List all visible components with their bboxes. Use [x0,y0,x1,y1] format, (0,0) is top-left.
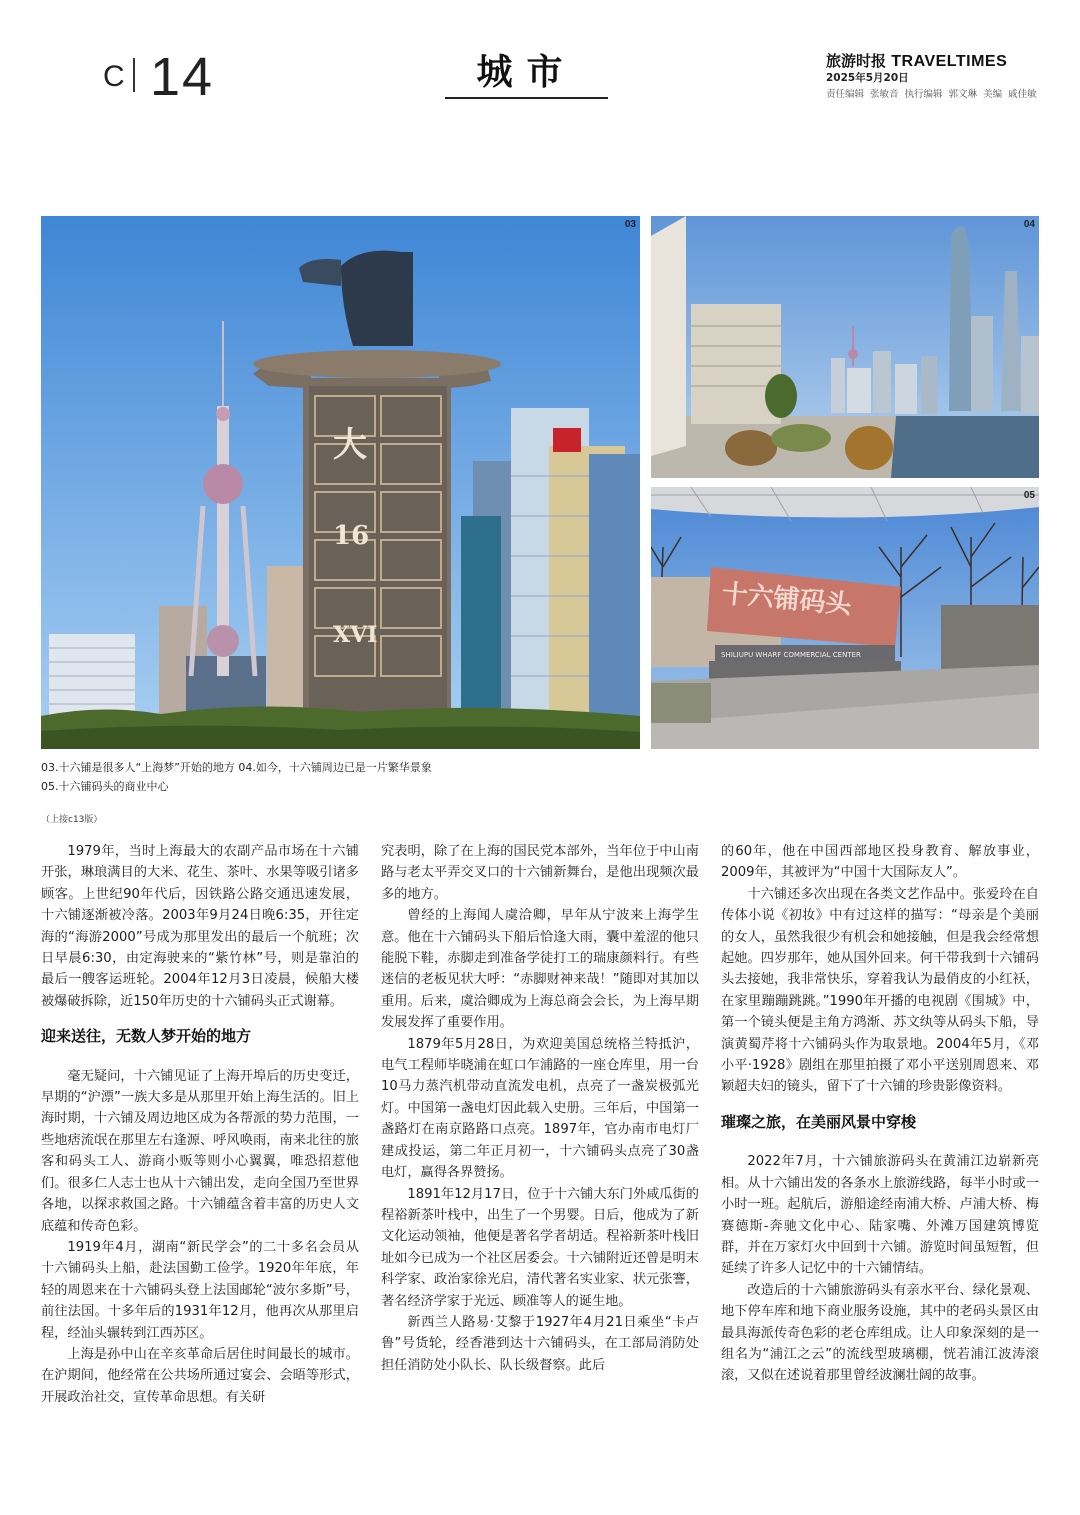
wharf-sign-text: 十六铺码头 [720,579,853,621]
editor-credits: 责任编辑 张敏音 执行编辑 郭文琳 美编 戚佳敏 [826,89,1037,100]
paragraph: 毫无疑问，十六铺见证了上海开埠后的历史变迁，早期的“沪漂”一族大多是从那里开始上海生活的。旧上海时期，十六铺及周边地区成为各帮派的势力范围，一些地痞流氓在那里左右逢源、呼风唤雨，南来北往的旅客和码头工人、游商小贩等则小心翼翼，唯恐招惹他们。很多仁人志士也从十六铺出发，走向全国乃至世界各地，以探求救国之路。十六铺蕴含着丰富的历史人文底蕴和传奇色彩。 [41,1068,359,1234]
photo-number-05: 05 [1023,490,1035,501]
subheading: 璀璨之旅，在美丽风景中穿梭 [721,1112,917,1131]
paragraph: 改造后的十六铺旅游码头有亲水平台、绿化景观、地下停车库和地下商业服务设施，其中的老码头景区由最具海派传奇色彩的老仓库组成。让人印象深刻的是一组名为“浦江之云”的流线型玻璃棚，恍若浦江波涛滚滚，又似在述说着那里曾经波澜壮阔的故事。 [721,1282,1039,1384]
newspaper-name-en: TRAVELTIMES [891,53,1008,70]
paragraph: 1919年4月，湖南“新民学会”的二十多名会员从十六铺码头上船，赴法国勤工俭学。1920年年底，年轻的周恩来在十六铺码头登上法国邮轮“波尔多斯”号，前往法国。十多年后的1931年12月，他再次从那里启程，经汕头辗转到江西苏区。 [41,1239,359,1341]
paragraph: 1891年12月17日，位于十六铺大东门外咸瓜街的程裕新茶叶栈中，出生了一个男婴。日后，他成为了新文化运动领袖，他便是著名学者胡适。程裕新茶叶栈旧址如今已成为一个社区居委会。十六铺附近还曾是明末科学家、政治家徐光启，清代著名实业家、状元张謇，著名经济学家于光远、顾准等人的诞生地。 [381,1186,699,1309]
paragraph: 的60年，他在中国西部地区投身教育、解放事业，2009年，其被评为“中国十大国际友人”。 [721,844,1039,881]
paragraph: 曾经的上海闻人虞洽卿，早年从宁波来上海学生意。他在十六铺码头下船后恰逢大雨，囊中羞涩的他只能脱下鞋，赤脚走到准备学徒打工的瑞康颜料行。有些迷信的老板见状大呼：“赤脚财神来哉！”随即对其加以重用。后来，虞洽卿成为上海总商会会长，为上海早期发展发挥了重要作用。 [381,908,699,1031]
tower-roman-xvi: XVI [333,622,378,648]
section-divider [133,58,135,92]
paragraph: 1979年，当时上海最大的农副产品市场在十六铺开张，琳琅满目的大米、花生、茶叶、水果等吸引诸多顾客。上世纪90年代后，因铁路公路交通迅速发展，十六铺逐渐被冷落。2003年9月24日晚6:35，开往定海的“海游2000”号成为那里发出的最后一个航班；次日早晨6:30，由定海驶来的“紫竹林”号，则是靠泊的最后一艘客运班轮。2004年12月3日凌晨，候船大楼被爆破拆除，近150年历史的十六铺码头正式谢幕。 [41,844,359,1009]
article-column-3 [721,841,1039,1387]
caption-line-2: 05.十六铺码头的商业中心 [41,780,169,793]
article-column-1 [41,841,359,1408]
issue-date: 2025年5月20日 [826,72,909,84]
tower-char-da: 大 [333,425,367,465]
article-column-2 [381,841,699,1376]
photo-number-03: 03 [624,219,636,230]
paragraph: 上海是孙中山在辛亥革命后居住时间最长的城市。在沪期间，他经常在公共场所通过宴会、会晤等形式，开展政治社交，宣传革命思想。有关研 [41,1346,359,1405]
paragraph: 2022年7月，十六铺旅游码头在黄浦江边崭新亮相。从十六铺出发的各条水上旅游线路，每半小时或一小时一班。起航后，游船途经南浦大桥、卢浦大桥、梅赛德斯-奔驰文化中心、陆家嘴、外滩万国建筑博览群，并在万家灯火中回到十六铺。游览时间虽短暂，但延续了许多人记忆中的十六铺情结。 [721,1154,1039,1277]
photo-03-shiliupu-tower [41,216,640,749]
paragraph: 究表明，除了在上海的国民党本部外，当年位于中山南路与老太平弄交叉口的十六铺新舞台，是他出现频次最多的地方。 [381,844,699,902]
newspaper-masthead [826,50,1007,71]
photo-05-wharf-sign [651,487,1039,749]
photo-number-04: 04 [1023,219,1035,230]
paragraph: 十六铺还多次出现在各类文艺作品中。张爱玲在自传体小说《初妆》中有过这样的描写：“母亲是个美丽的女人，虽然我很少有机会和她接触，但是我会经常想起她。四岁那年，她从国外回来。何干带我到十六铺码头去接她，我非常快乐，穿着我认为最俏皮的小红袄，在家里蹦蹦跳跳。”1990年开播的电视剧《围城》中，第一个镜头便是主角方鸿渐、苏文纨等从码头下船，导演黄蜀芹将十六铺码头作为取景地。2004年5月，《邓小平·1928》剧组在那里拍摄了邓小平送别周恩来、邓颖超夫妇的镜头，留下了十六铺的珍贵影像资料。 [721,886,1039,1095]
tower-number-16: 16 [333,521,370,551]
page-number: 14 [150,47,215,107]
section-letter: C [103,60,125,93]
page-title: 城市 [476,52,577,93]
title-underline [445,97,608,99]
photo-caption [41,758,432,796]
caption-line-1: 03.十六铺是很多人“上海梦”开始的地方 04.如今，十六铺周边已是一片繁华景象 [41,761,432,774]
continued-from-note: （上接c13版） [41,815,103,825]
paragraph: 新西兰人路易·艾黎于1927年4月21日乘坐“卡卢鲁”号货轮，经香港到达十六铺码头，在工部局消防处担任消防处小队长、队长级督察。此后 [381,1314,699,1373]
wharf-sign-subtitle: SHILIUPU WHARF COMMERCIAL CENTER [721,651,861,659]
paragraph: 1879年5月28日，为欢迎美国总统格兰特抵沪，电气工程师毕晓浦在虹口乍浦路的一座仓库里，用一台10马力蒸汽机带动直流发电机，点亮了一盏炭极弧光灯。中国第一盏电灯因此载入史册。三年后，中国第一盏路灯在南京路路口点亮。1897年，官办南市电灯厂建成投运，第二年正月初一，十六铺码头点亮了30盏电灯，赢得各界赞扬。 [381,1036,699,1181]
subheading: 迎来送往，无数人梦开始的地方 [41,1027,252,1046]
photo-04-lujiazui-skyline [651,216,1039,478]
newspaper-name-cn: 旅游时报 [826,52,887,70]
